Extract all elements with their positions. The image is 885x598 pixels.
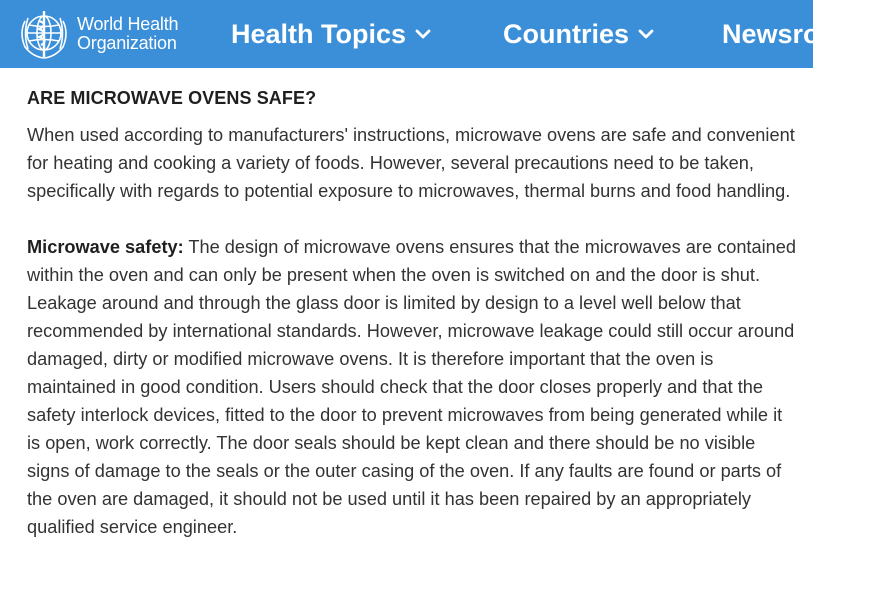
safety-label: Microwave safety:	[27, 237, 184, 257]
chevron-down-icon	[638, 29, 654, 39]
safety-paragraph	[27, 233, 799, 541]
article-content	[27, 84, 799, 541]
nav-newsroom[interactable]	[722, 0, 885, 68]
intro-paragraph: When used according to manufacturers' instructions, microwave ovens are safe and convenient for heating and cooking a variety of foods. However, several precautions need to be taken, specifically with regards to potential exposure to microwaves, thermal burns and food handling.	[27, 125, 795, 201]
nav-newsroom-label: Newsroom	[722, 18, 861, 49]
who-emblem-icon	[15, 7, 73, 61]
chevron-down-icon	[869, 29, 885, 39]
safety-text: The design of microwave ovens ensures that the microwaves are contained within the oven and can only be present when the oven is switched on and the door is shut. Leakage around and through the glass door is limited by design to a level well below that recommended by international standards. However, microwave leakage could still occur around damaged, dirty or modified microwave ovens. It is therefore important that the oven is maintained in good condition. Users should check that the door closes properly and that the safety interlock devices, fitted to the door to prevent microwaves from being generated while it is open, work correctly. The door seals should be kept clean and there should be no visible signs of damage to the seals or the outer casing of the oven. If any faults are found or parts of the oven are damaged, it should not be used until it has been repaired by an appropriately qualified service engineer.	[27, 237, 796, 537]
nav-health-topics[interactable]	[231, 0, 431, 68]
site-header	[0, 0, 861, 68]
article-title: ARE MICROWAVE OVENS SAFE?	[27, 88, 317, 108]
nav-health-topics-label: Health Topics	[231, 18, 407, 49]
nav-countries[interactable]	[503, 0, 654, 68]
nav-countries-label: Countries	[503, 18, 630, 49]
logo-line-2: Organization	[77, 33, 177, 53]
logo-line-1: World Health	[77, 14, 179, 34]
chevron-down-icon	[415, 29, 431, 39]
who-logo[interactable]	[15, 7, 178, 61]
